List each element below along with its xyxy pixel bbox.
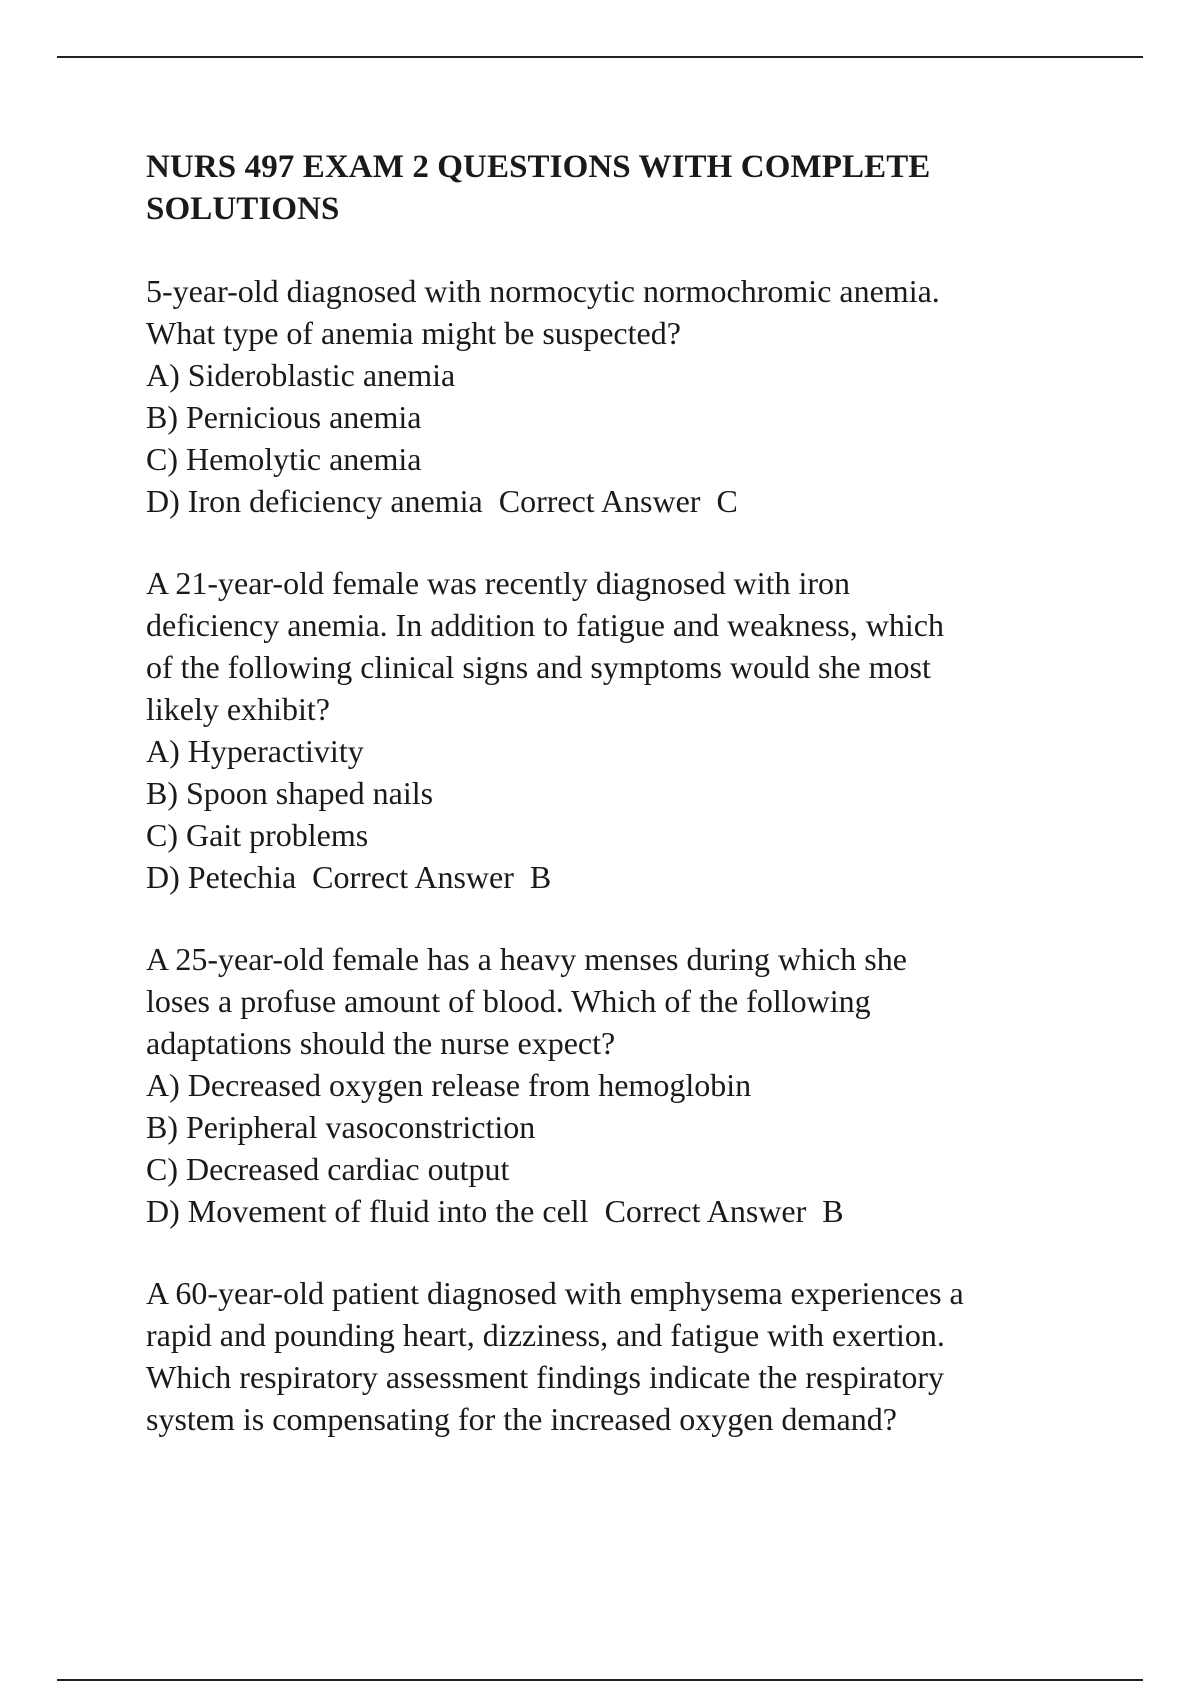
question-2 [146, 562, 1106, 898]
document-title [146, 146, 1106, 230]
answer-option: C) Decreased cardiac output [146, 1151, 510, 1187]
answer-option: A) Hyperactivity [146, 733, 364, 769]
question-stem-line: A 25-year-old female has a heavy menses during which she [146, 941, 907, 977]
question-stem-line: rapid and pounding heart, dizziness, and fatigue with exertion. [146, 1317, 945, 1353]
header-rule [57, 56, 1143, 58]
document-body [146, 146, 1106, 1480]
title-line: NURS 497 EXAM 2 QUESTIONS WITH COMPLETE [146, 149, 931, 185]
question-stem-line: A 60-year-old patient diagnosed with emphysema experiences a [146, 1275, 964, 1311]
title-line: SOLUTIONS [146, 191, 340, 227]
question-stem-line: 5-year-old diagnosed with normocytic normochromic anemia. [146, 273, 940, 309]
question-stem-line: loses a profuse amount of blood. Which of the following [146, 983, 871, 1019]
answer-option: B) Spoon shaped nails [146, 775, 434, 811]
answer-option: A) Sideroblastic anemia [146, 357, 456, 393]
answer-option: B) Pernicious anemia [146, 399, 422, 435]
question-stem-line: of the following clinical signs and symptoms would she most [146, 649, 931, 685]
answer-option: C) Gait problems [146, 817, 369, 853]
question-3 [146, 938, 1106, 1232]
question-stem-line: likely exhibit? [146, 691, 330, 727]
question-stem-line: adaptations should the nurse expect? [146, 1025, 616, 1061]
answer-option: A) Decreased oxygen release from hemoglobin [146, 1067, 752, 1103]
question-4 [146, 1272, 1106, 1440]
question-stem-line: What type of anemia might be suspected? [146, 315, 681, 351]
answer-option-with-correct-answer: D) Petechia Correct Answer B [146, 859, 552, 895]
question-stem-line: A 21-year-old female was recently diagnosed with iron [146, 565, 851, 601]
answer-option: B) Peripheral vasoconstriction [146, 1109, 536, 1145]
footer-rule [57, 1679, 1143, 1681]
answer-option: C) Hemolytic anemia [146, 441, 422, 477]
answer-option-with-correct-answer: D) Movement of fluid into the cell Correct Answer B [146, 1193, 844, 1229]
question-stem-line: system is compensating for the increased oxygen demand? [146, 1401, 897, 1437]
question-1 [146, 270, 1106, 522]
answer-option-with-correct-answer: D) Iron deficiency anemia Correct Answer C [146, 483, 738, 519]
question-stem-line: Which respiratory assessment findings indicate the respiratory [146, 1359, 944, 1395]
question-stem-line: deficiency anemia. In addition to fatigue and weakness, which [146, 607, 944, 643]
